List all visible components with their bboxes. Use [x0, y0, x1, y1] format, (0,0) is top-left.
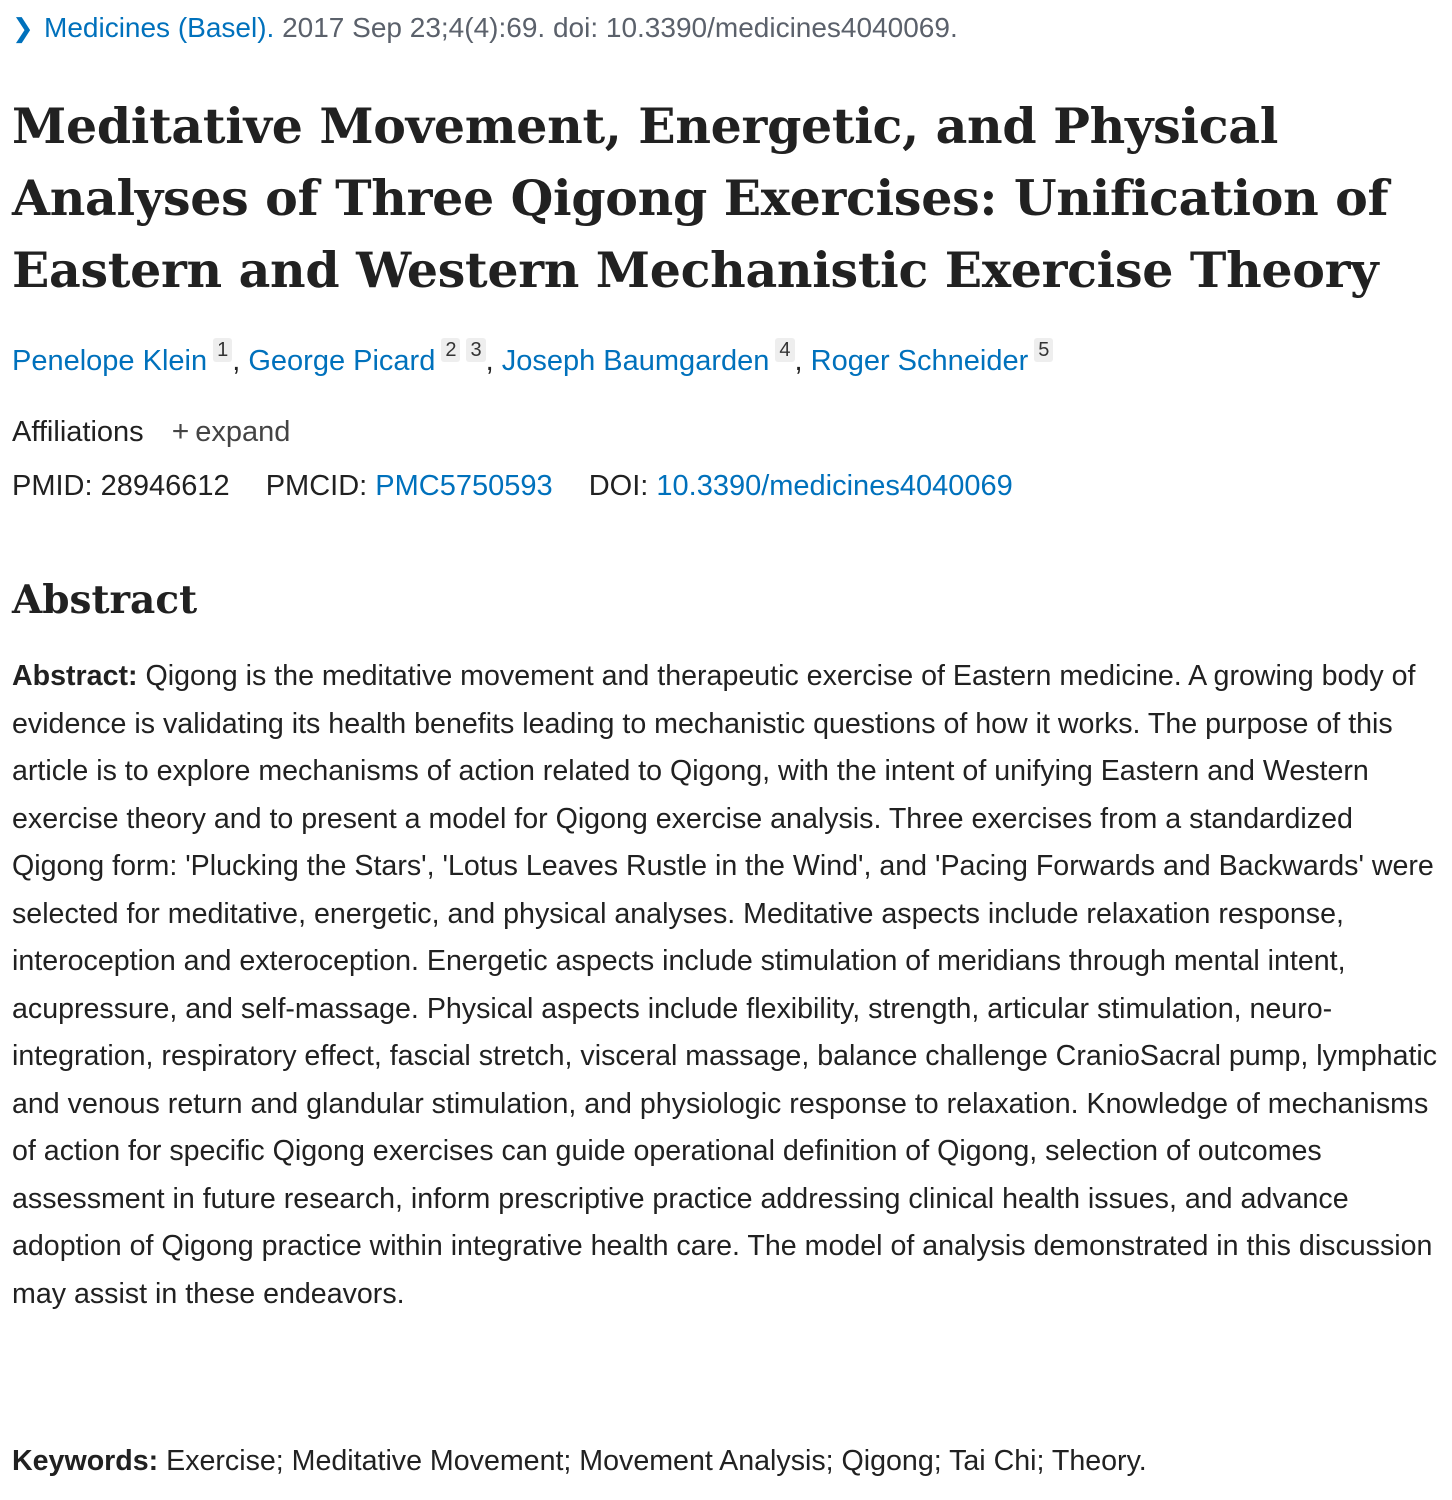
pmid-label: PMID:: [12, 470, 93, 502]
abstract-label: Abstract:: [12, 660, 138, 692]
affiliation-ref[interactable]: 4: [775, 338, 794, 362]
affiliation-ref[interactable]: 5: [1034, 338, 1053, 362]
article-title: Meditative Movement, Energetic, and Physical Analyses of Three Qigong Exercises: Unification of Eastern and Western Mechanistic Exercise Theory: [12, 97, 1389, 299]
citation-details: 2017 Sep 23;4(4):69. doi: 10.3390/medicines4040069.: [282, 12, 958, 43]
expand-label: expand: [195, 416, 291, 448]
author-list: [12, 338, 1053, 383]
doi-label: DOI:: [588, 470, 649, 502]
pmcid-label: PMCID:: [265, 470, 368, 502]
author-separator: ,: [794, 345, 811, 377]
expand-affiliations-button[interactable]: [172, 416, 291, 448]
chevron-right-icon[interactable]: ❯: [12, 13, 34, 43]
affiliation-ref[interactable]: 1: [213, 338, 232, 362]
affiliation-ref[interactable]: 3: [466, 338, 485, 362]
doi-link[interactable]: 10.3390/medicines4040069: [656, 470, 1013, 502]
author-link[interactable]: Penelope Klein: [12, 345, 208, 377]
abstract-text: [12, 653, 1444, 1318]
author-link[interactable]: George Picard: [248, 345, 436, 377]
author-link[interactable]: Joseph Baumgarden: [501, 345, 770, 377]
author-separator: ,: [232, 345, 249, 377]
affiliation-ref[interactable]: 2: [441, 338, 460, 362]
affiliations-toggle: [12, 412, 290, 452]
keywords-list: Exercise; Meditative Movement; Movement Analysis; Qigong; Tai Chi; Theory.: [166, 1445, 1147, 1477]
pmid-value: 28946612: [100, 470, 230, 502]
author-separator: ,: [485, 345, 502, 377]
keywords: [12, 1437, 1147, 1485]
article-identifiers: [12, 466, 1013, 506]
journal-citation: [12, 10, 958, 46]
journal-link[interactable]: Medicines (Basel).: [44, 12, 275, 43]
abstract-body: Qigong is the meditative movement and therapeutic exercise of Eastern medicine. A growing body of evidence is validating its health benefits leading to mechanistic questions of how it works. The purpose of this article is to explore mechanisms of action related to Qigong, with the intent of unifying Eastern and Western exercise theory and to present a model for Qigong exercise analysis. Three exercises from a standardized Qigong form: 'Plucking the Stars', 'Lotus Leaves Rustle in the Wind', and 'Pacing Forwards and Backwards' were selected for meditative, energetic, and physical analyses. Meditative aspects include relaxation response, interoception and exteroception. Energetic aspects include stimulation of meridians through mental intent, acupressure, and self-massage. Physical aspects include flexibility, strength, articular stimulation, neuro-integration, respiratory effect, fascial stretch, visceral massage, balance challenge CranioSacral pump, lymphatic and venous return and glandular stimulation, and physiologic response to relaxation. Knowledge of mechanisms of action for specific Qigong exercises can guide operational definition of Qigong, selection of outcomes assessment in future research, inform prescriptive practice addressing clinical health issues, and advance adoption of Qigong practice within integrative health care. The model of analysis demonstrated in this discussion may assist in these endeavors.: [12, 660, 1438, 1310]
abstract-heading: Abstract: [12, 577, 198, 623]
affiliations-label: Affiliations: [12, 416, 144, 448]
pmcid-link[interactable]: PMC5750593: [375, 470, 553, 502]
plus-icon: +: [171, 415, 190, 448]
author-link[interactable]: Roger Schneider: [810, 345, 1029, 377]
keywords-label: Keywords:: [12, 1445, 159, 1477]
